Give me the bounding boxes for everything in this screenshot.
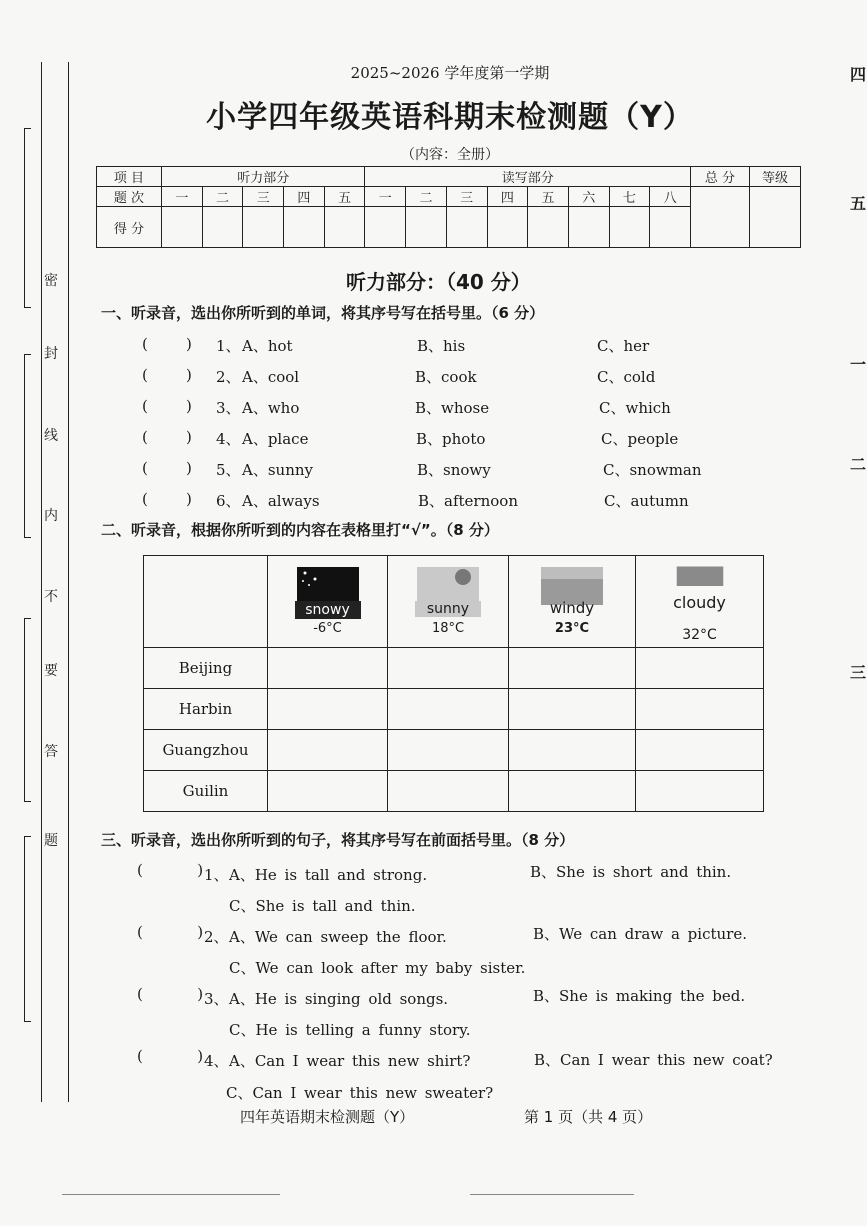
binding-bracket bbox=[24, 836, 31, 1022]
city-label: Guilin bbox=[144, 771, 268, 812]
check-cell[interactable] bbox=[268, 771, 388, 812]
check-cell[interactable] bbox=[636, 648, 764, 689]
weather-table bbox=[143, 555, 764, 812]
seal-char: 内 bbox=[44, 508, 58, 524]
total-label: 总 分 bbox=[691, 167, 750, 187]
item-label: 项 目 bbox=[97, 167, 162, 187]
q1-option-c: C、cold bbox=[597, 368, 656, 386]
q1-number: 6、 bbox=[216, 492, 241, 510]
check-cell[interactable] bbox=[388, 648, 509, 689]
q1-option-b: B、cook bbox=[415, 368, 477, 386]
score-cell[interactable] bbox=[650, 207, 691, 248]
listening-number: 二 bbox=[202, 187, 243, 207]
check-cell[interactable] bbox=[509, 771, 636, 812]
score-cell[interactable] bbox=[162, 207, 203, 248]
grade-cell[interactable] bbox=[750, 187, 801, 248]
weather-word: sunny bbox=[415, 601, 481, 617]
seal-char: 封 bbox=[44, 346, 58, 362]
score-cell[interactable] bbox=[284, 207, 325, 248]
answer-bracket[interactable]: ( ) bbox=[137, 923, 204, 941]
q2-instruction: 二、听录音，根据你所听到的内容在表格里打“√”。（8 分） bbox=[101, 521, 499, 539]
number-label: 题 次 bbox=[97, 187, 162, 207]
binding-bracket bbox=[24, 618, 31, 802]
page-number: 第 1 页（共 4 页） bbox=[524, 1108, 653, 1126]
score-cell[interactable] bbox=[446, 207, 487, 248]
seal-char: 答 bbox=[44, 744, 58, 760]
q3-option-a: A、He is tall and strong. bbox=[229, 866, 428, 884]
score-cell[interactable] bbox=[406, 207, 447, 248]
score-cell[interactable] bbox=[202, 207, 243, 248]
answer-bracket[interactable]: ( ) bbox=[137, 861, 204, 879]
reading-number: 四 bbox=[487, 187, 528, 207]
binding-line-outer bbox=[41, 62, 42, 1102]
bottom-rule bbox=[62, 1194, 280, 1195]
weather-word: windy bbox=[549, 598, 595, 617]
score-table bbox=[96, 166, 801, 248]
weather-word: cloudy bbox=[673, 592, 726, 612]
listening-label: 听力部分 bbox=[162, 167, 365, 187]
answer-bracket[interactable]: ( ) bbox=[142, 428, 192, 446]
q1-option-a: A、always bbox=[242, 492, 320, 510]
q1-option-a: A、place bbox=[242, 430, 309, 448]
weather-header bbox=[268, 556, 388, 648]
score-cell[interactable] bbox=[528, 207, 569, 248]
weather-temp: 23°C bbox=[554, 620, 590, 636]
q1-option-b: B、his bbox=[417, 337, 466, 355]
q3-option-b: B、Can I wear this new coat? bbox=[534, 1051, 773, 1069]
corner-cell bbox=[144, 556, 268, 648]
edge-label: 二 bbox=[850, 455, 867, 474]
seal-char: 不 bbox=[44, 589, 58, 605]
q1-option-c: C、autumn bbox=[604, 492, 689, 510]
reading-number: 二 bbox=[406, 187, 447, 207]
q1-number: 1、 bbox=[216, 337, 241, 355]
q3-instruction: 三、听录音，选出你所听到的句子，将其序号写在前面括号里。（8 分） bbox=[101, 831, 575, 849]
q1-number: 5、 bbox=[216, 461, 241, 479]
bottom-rule bbox=[470, 1194, 634, 1195]
binding-bracket bbox=[24, 354, 31, 538]
q1-instruction: 一、听录音，选出你所听到的单词，将其序号写在括号里。（6 分） bbox=[101, 304, 545, 322]
weather-temp: 18°C bbox=[431, 620, 465, 636]
edge-label: 一 bbox=[850, 355, 867, 374]
q3-number: 2、 bbox=[204, 928, 229, 946]
weather-temp: 32°C bbox=[682, 626, 717, 643]
q3-option-c: C、He is telling a funny story. bbox=[229, 1021, 471, 1039]
q3-option-a: A、We can sweep the floor. bbox=[229, 928, 447, 946]
q3-option-b: B、She is short and thin. bbox=[530, 863, 732, 881]
term-label: 2025~2026 学年度第一学期 bbox=[350, 64, 550, 82]
check-cell[interactable] bbox=[636, 771, 764, 812]
weather-card-sunny bbox=[415, 565, 481, 637]
weather-header bbox=[509, 556, 636, 648]
q3-option-a: A、He is singing old songs. bbox=[229, 990, 449, 1008]
check-cell[interactable] bbox=[509, 689, 636, 730]
q3-option-a: A、Can I wear this new shirt? bbox=[229, 1052, 471, 1070]
answer-bracket[interactable]: ( ) bbox=[142, 459, 192, 477]
reading-label: 读写部分 bbox=[365, 167, 691, 187]
grade-label: 等级 bbox=[750, 167, 801, 187]
listening-number: 一 bbox=[162, 187, 203, 207]
q1-option-b: B、photo bbox=[416, 430, 486, 448]
answer-bracket[interactable]: ( ) bbox=[142, 490, 192, 508]
q1-option-a: A、cool bbox=[242, 368, 300, 386]
binding-line-inner bbox=[68, 62, 69, 1102]
q3-option-b: B、She is making the bed. bbox=[533, 987, 746, 1005]
reading-number: 七 bbox=[609, 187, 650, 207]
q3-option-c: C、Can I wear this new sweater? bbox=[226, 1084, 494, 1102]
cloudy-icon bbox=[664, 565, 736, 595]
score-label: 得 分 bbox=[97, 207, 162, 248]
q1-option-a: A、hot bbox=[242, 337, 293, 355]
answer-bracket[interactable]: ( ) bbox=[142, 397, 192, 415]
q1-option-a: A、who bbox=[242, 399, 300, 417]
reading-number: 三 bbox=[446, 187, 487, 207]
score-cell[interactable] bbox=[568, 207, 609, 248]
check-cell[interactable] bbox=[509, 730, 636, 771]
city-label: Beijing bbox=[144, 648, 268, 689]
check-cell[interactable] bbox=[268, 648, 388, 689]
reading-number: 五 bbox=[528, 187, 569, 207]
score-cell[interactable] bbox=[365, 207, 406, 248]
seal-char: 密 bbox=[44, 273, 58, 289]
seal-char: 题 bbox=[44, 833, 58, 849]
q1-number: 4、 bbox=[216, 430, 241, 448]
check-cell[interactable] bbox=[509, 648, 636, 689]
check-cell[interactable] bbox=[388, 771, 509, 812]
listening-number: 四 bbox=[284, 187, 325, 207]
edge-label: 四 bbox=[850, 65, 867, 84]
q1-option-b: B、whose bbox=[415, 399, 490, 417]
answer-bracket[interactable]: ( ) bbox=[137, 1047, 204, 1065]
city-label: Harbin bbox=[144, 689, 268, 730]
q1-option-b: B、snowy bbox=[417, 461, 491, 479]
seal-char: 线 bbox=[44, 428, 58, 444]
reading-number: 八 bbox=[650, 187, 691, 207]
check-cell[interactable] bbox=[268, 689, 388, 730]
listening-number: 五 bbox=[324, 187, 365, 207]
edge-label: 三 bbox=[850, 663, 867, 682]
check-cell[interactable] bbox=[388, 689, 509, 730]
q3-number: 1、 bbox=[204, 866, 229, 884]
weather-header bbox=[636, 556, 764, 648]
weather-temp: -6°C bbox=[313, 620, 342, 636]
reading-number: 六 bbox=[568, 187, 609, 207]
q3-number: 3、 bbox=[204, 990, 229, 1008]
q3-option-b: B、We can draw a picture. bbox=[533, 925, 747, 943]
section-title: 听力部分：（40 分） bbox=[346, 270, 531, 294]
city-label: Guangzhou bbox=[144, 730, 268, 771]
footer-title: 四年英语期末检测题（Y） bbox=[240, 1108, 415, 1126]
check-cell[interactable] bbox=[388, 730, 509, 771]
q1-option-c: C、snowman bbox=[603, 461, 702, 479]
q1-number: 3、 bbox=[216, 399, 241, 417]
weather-word: snowy bbox=[295, 601, 361, 619]
q1-option-c: C、people bbox=[601, 430, 679, 448]
reading-number: 一 bbox=[365, 187, 406, 207]
content-scope: （内容：全册） bbox=[401, 147, 499, 163]
score-cell[interactable] bbox=[609, 207, 650, 248]
check-cell[interactable] bbox=[636, 730, 764, 771]
score-cell[interactable] bbox=[324, 207, 365, 248]
page-title: 小学四年级英语科期末检测题（Y） bbox=[206, 100, 694, 135]
q1-option-c: C、her bbox=[597, 337, 650, 355]
weather-card-cloudy bbox=[664, 565, 736, 643]
q3-number: 4、 bbox=[204, 1052, 229, 1070]
q1-option-c: C、which bbox=[599, 399, 671, 417]
q1-option-b: B、afternoon bbox=[418, 492, 518, 510]
q1-number: 2、 bbox=[216, 368, 241, 386]
answer-bracket[interactable]: ( ) bbox=[142, 335, 192, 353]
q3-option-c: C、She is tall and thin. bbox=[229, 897, 416, 915]
weather-card-windy bbox=[537, 565, 607, 637]
q3-option-c: C、We can look after my baby sister. bbox=[229, 959, 526, 977]
score-cell[interactable] bbox=[487, 207, 528, 248]
answer-bracket[interactable]: ( ) bbox=[142, 366, 192, 384]
answer-bracket[interactable]: ( ) bbox=[137, 985, 204, 1003]
weather-header bbox=[388, 556, 509, 648]
weather-card-snowy bbox=[295, 565, 361, 637]
snowy-icon bbox=[295, 565, 361, 605]
edge-label: 五 bbox=[850, 194, 867, 213]
total-score-cell[interactable] bbox=[691, 187, 750, 248]
check-cell[interactable] bbox=[636, 689, 764, 730]
listening-number: 三 bbox=[243, 187, 284, 207]
sunny-icon bbox=[415, 565, 481, 605]
seal-char: 要 bbox=[44, 663, 58, 679]
score-cell[interactable] bbox=[243, 207, 284, 248]
q1-option-a: A、sunny bbox=[242, 461, 313, 479]
check-cell[interactable] bbox=[268, 730, 388, 771]
